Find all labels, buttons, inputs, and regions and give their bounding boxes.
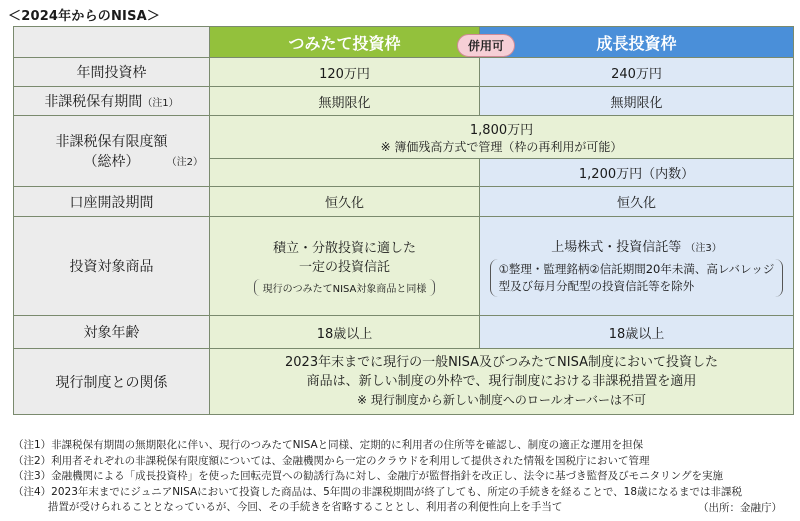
header-blank-cell — [14, 27, 210, 58]
label-products: 投資対象商品 — [14, 217, 210, 316]
row-relation — [14, 349, 794, 415]
seicho-limit: 1,200万円（内数） — [480, 159, 794, 187]
label-limit — [14, 116, 210, 187]
row-products — [14, 217, 794, 316]
row-limit-top — [14, 116, 794, 159]
label-account: 口座開設期間 — [14, 187, 210, 217]
label-limit-line2-wrap — [14, 151, 209, 171]
seicho-products — [480, 217, 794, 316]
label-period-text: 非課税保有期間 — [44, 94, 143, 110]
tsumitate-products-line2: 一定の投資信託 — [298, 259, 390, 275]
footnote-4: （注4）2023年末までにジュニアNISAにおいて投資した商品は、5年間の非課税期間が終了しても、所定の手続きを経ることで、18歳になるまでは非課税 — [13, 485, 743, 498]
seicho-header-label: 成長投資枠 — [596, 33, 677, 53]
label-limit-line1: 非課税保有限度額 — [55, 134, 168, 150]
tsumitate-header-label: つみたて投資枠 — [288, 33, 401, 53]
seicho-exclusion-line1: ①整理・監理銘柄②信託期間20年未満、高レバレッジ — [498, 261, 775, 276]
seicho-account: 恒久化 — [480, 187, 794, 217]
footnote-3: （注3）金融機関による「成長投資枠」を使った回転売買への勧誘行為に対し、金融庁が監督指針を改正し、法令に基づき監督及びモニタリングを実施 — [13, 470, 723, 482]
source-credit: （出所：金融庁） — [698, 502, 782, 514]
tsumitate-limit-blank — [210, 159, 480, 187]
footnote-4-cont: 措置が受けられることとなっているが、今回、その手続きを省略することとし、利用者の利便性向上を手当て — [13, 501, 563, 513]
tsumitate-products-line1: 積立・分散投資に適した — [272, 240, 416, 256]
tsumitate-account: 恒久化 — [210, 187, 480, 217]
footnotes — [13, 438, 793, 516]
tsumitate-products — [210, 217, 480, 316]
seicho-annual: 240万円 — [480, 58, 794, 87]
row-period — [14, 87, 794, 116]
tsumitate-age: 18歳以上 — [210, 316, 480, 349]
label-age: 対象年齢 — [14, 316, 210, 349]
tsumitate-products-note: 現行のつみたてNISA対象商品と同様 — [254, 279, 436, 296]
row-age — [14, 316, 794, 349]
header-tsumitate — [210, 27, 504, 58]
header-row — [14, 27, 794, 58]
relation-line2: 商品は、新しい制度の外枠で、現行制度における非課税措置を適用 — [306, 374, 697, 389]
seicho-products-main: 上場株式・投資信託等 — [551, 239, 682, 255]
row-annual — [14, 58, 794, 87]
tsumitate-period: 無期限化 — [210, 87, 480, 116]
label-period — [14, 87, 210, 116]
seicho-exclusion-line2: 型及び毎月分配型の投資信託等を除外 — [498, 278, 695, 293]
footnote-1: （注1）非課税保有期間の無期限化に伴い、現行のつみたてNISAと同様、定期的に利用者の住所等を確認し、制度の適正な運用を担保 — [13, 439, 644, 451]
label-limit-line2: （総枠） — [83, 154, 140, 170]
seicho-period: 無期限化 — [480, 87, 794, 116]
relation-cell — [210, 349, 794, 415]
label-annual: 年間投資枠 — [14, 58, 210, 87]
header-seicho — [480, 27, 794, 58]
limit-total-cell — [210, 116, 794, 159]
limit-total: 1,800万円 — [469, 123, 534, 138]
relation-line3: ※ 現行制度から新しい制度へのロールオーバーは不可 — [356, 393, 647, 407]
label-limit-note: （注2） — [166, 157, 203, 168]
page-title: ＜2024年からのNISA＞ — [8, 9, 161, 24]
nisa-comparison-table — [13, 26, 794, 415]
row-account — [14, 187, 794, 217]
relation-line1: 2023年末までに現行の一般NISA及びつみたてNISA制度において投資した — [285, 355, 718, 370]
limit-total-note: ※ 簿価残高方式で管理（枠の再利用が可能） — [380, 140, 623, 154]
tsumitate-annual: 120万円 — [210, 58, 480, 87]
seicho-products-exclusions — [490, 259, 784, 297]
seicho-age: 18歳以上 — [480, 316, 794, 349]
footnote-2: （注2）利用者それぞれの非課税保有限度額については、金融機関から一定のクラウドを利用して提供された情報を国税庁において管理 — [13, 454, 650, 467]
label-relation: 現行制度との関係 — [14, 349, 210, 415]
label-period-note: （注1） — [142, 98, 179, 109]
seicho-products-note: （注3） — [685, 242, 722, 254]
combined-use-badge: 併用可 — [457, 34, 515, 57]
seicho-products-main-wrap — [480, 236, 793, 255]
